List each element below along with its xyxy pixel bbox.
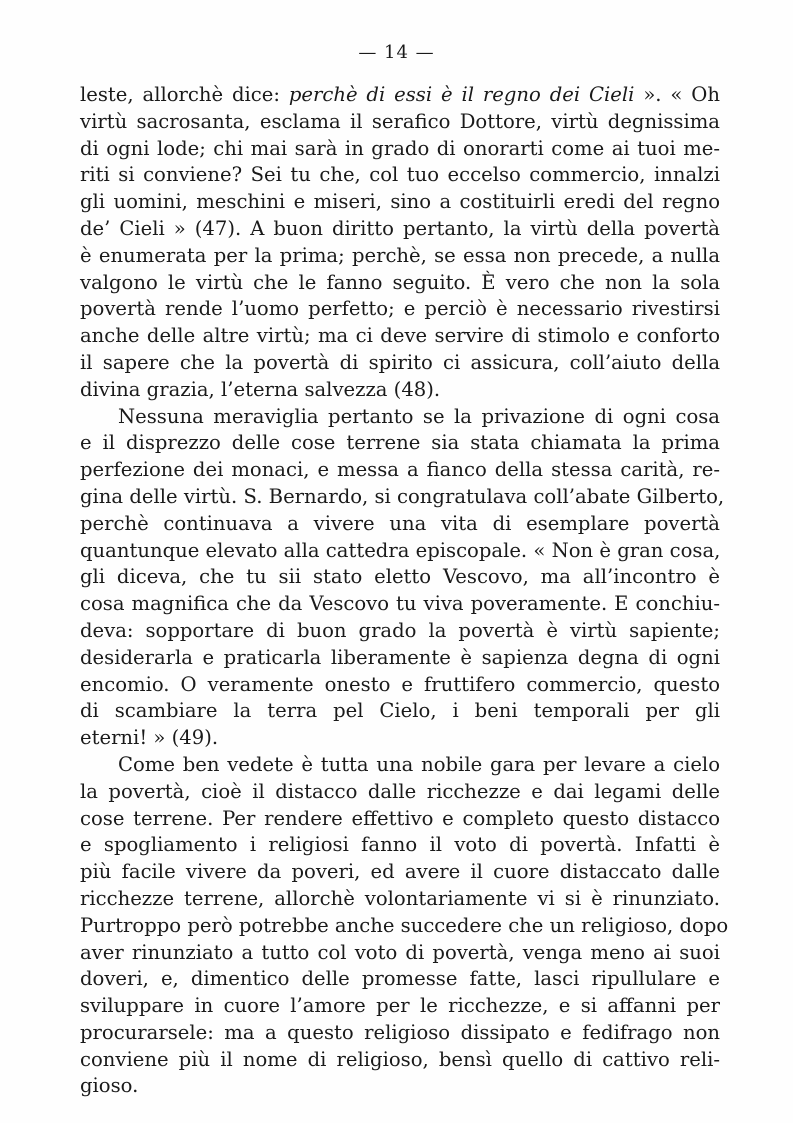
text-line: perfezione dei monaci, e messa a fianco della stessa carità, re- xyxy=(80,458,720,482)
text-line: e spogliamento i religiosi fanno il voto di povertà. Infatti è xyxy=(80,833,720,857)
text-line: riti si conviene? Sei tu che, col tuo eccelso commercio, innalzi xyxy=(80,163,720,187)
text-line: gli diceva, che tu sii stato eletto Vescovo, ma all’incontro è xyxy=(80,565,720,589)
text-line: eterni! » (49). xyxy=(80,726,219,750)
text-line: povertà rende l’uomo perfetto; e perciò è necessario rivestirsi xyxy=(80,297,720,321)
text-line: doveri, e, dimentico delle promesse fatte, lasci ripullulare e xyxy=(80,967,720,991)
text-line: valgono le virtù che le fanno seguito. È vero che non la sola xyxy=(80,270,720,294)
text-line: divina grazia, l’eterna salvezza (48). xyxy=(80,377,441,401)
text-line: ricchezze terrene, allorchè volontariamente vi si è rinunziato. xyxy=(80,886,720,910)
text-line: gioso. xyxy=(80,1074,139,1098)
text-line: perchè continuava a vivere una vita di esemplare povertà xyxy=(80,511,720,535)
text-line: quantunque elevato alla cattedra episcopale. « Non è gran cosa, xyxy=(80,538,721,562)
text-line: gina delle virtù. S. Bernardo, si congratulava coll’abate Gilberto, xyxy=(80,484,725,508)
text-line: conviene più il nome di religioso, bensì quello di cattivo reli- xyxy=(80,1047,720,1071)
page-number: — 14 — xyxy=(358,42,435,63)
text-line: desiderarla e praticarla liberamente è sapienza degna di ogni xyxy=(80,645,720,669)
text-line: più facile vivere da poveri, ed avere il cuore distaccato dalle xyxy=(80,860,720,884)
text-line: Purtroppo però potrebbe anche succedere che un religioso, dopo xyxy=(80,913,729,937)
text-line: cosa magnifica che da Vescovo tu viva poveramente. E conchiu- xyxy=(80,592,720,616)
italic-quote: perchè di essi è il regno dei Cieli xyxy=(288,83,635,106)
text-line: e il disprezzo delle cose terrene sia stata chiamata la prima xyxy=(80,431,720,455)
text-line: di scambiare la terra pel Cielo, i beni temporali per gli xyxy=(80,699,720,723)
text-line: la povertà, cioè il distacco dalle ricchezze e dai legami delle xyxy=(80,779,720,803)
text-line xyxy=(80,82,720,109)
text-segment: leste, allorchè dice: xyxy=(80,83,289,106)
text-line: Nessuna meraviglia pertanto se la privazione di ogni cosa xyxy=(118,404,720,428)
text-line: di ogni lode; chi mai sarà in grado di onorarti come ai tuoi me- xyxy=(80,136,720,160)
text-line: procurarsele: ma a questo religioso dissipato e fedifrago non xyxy=(80,1020,720,1044)
text-segment: ». « Oh xyxy=(634,83,720,106)
text-line: cose terrene. Per rendere effettivo e completo questo distacco xyxy=(80,806,720,830)
text-line: virtù sacrosanta, esclama il serafico Dottore, virtù degnissima xyxy=(80,109,720,133)
body-text xyxy=(80,82,729,1100)
text-line: Come ben vedete è tutta una nobile gara per levare a cielo xyxy=(118,752,720,776)
text-line: encomio. O veramente onesto e fruttifero commercio, questo xyxy=(80,672,720,696)
text-line: deva: sopportare di buon grado la povertà è virtù sapiente; xyxy=(80,618,720,642)
text-line: il sapere che la povertà di spirito ci assicura, coll’aiuto della xyxy=(80,350,720,374)
text-line: è enumerata per la prima; perchè, se essa non precede, a nulla xyxy=(80,243,720,267)
text-line: aver rinunziato a tutto col voto di povertà, venga meno ai suoi xyxy=(80,940,720,964)
text-line: anche delle altre virtù; ma ci deve servire di stimolo e conforto xyxy=(80,324,720,348)
text-line: gli uomini, meschini e miseri, sino a costituirli eredi del regno xyxy=(80,190,720,214)
text-line: sviluppare in cuore l’amore per le ricchezze, e si affanni per xyxy=(80,994,720,1018)
text-line: de’ Cieli » (47). A buon diritto pertanto, la virtù della povertà xyxy=(80,216,720,240)
